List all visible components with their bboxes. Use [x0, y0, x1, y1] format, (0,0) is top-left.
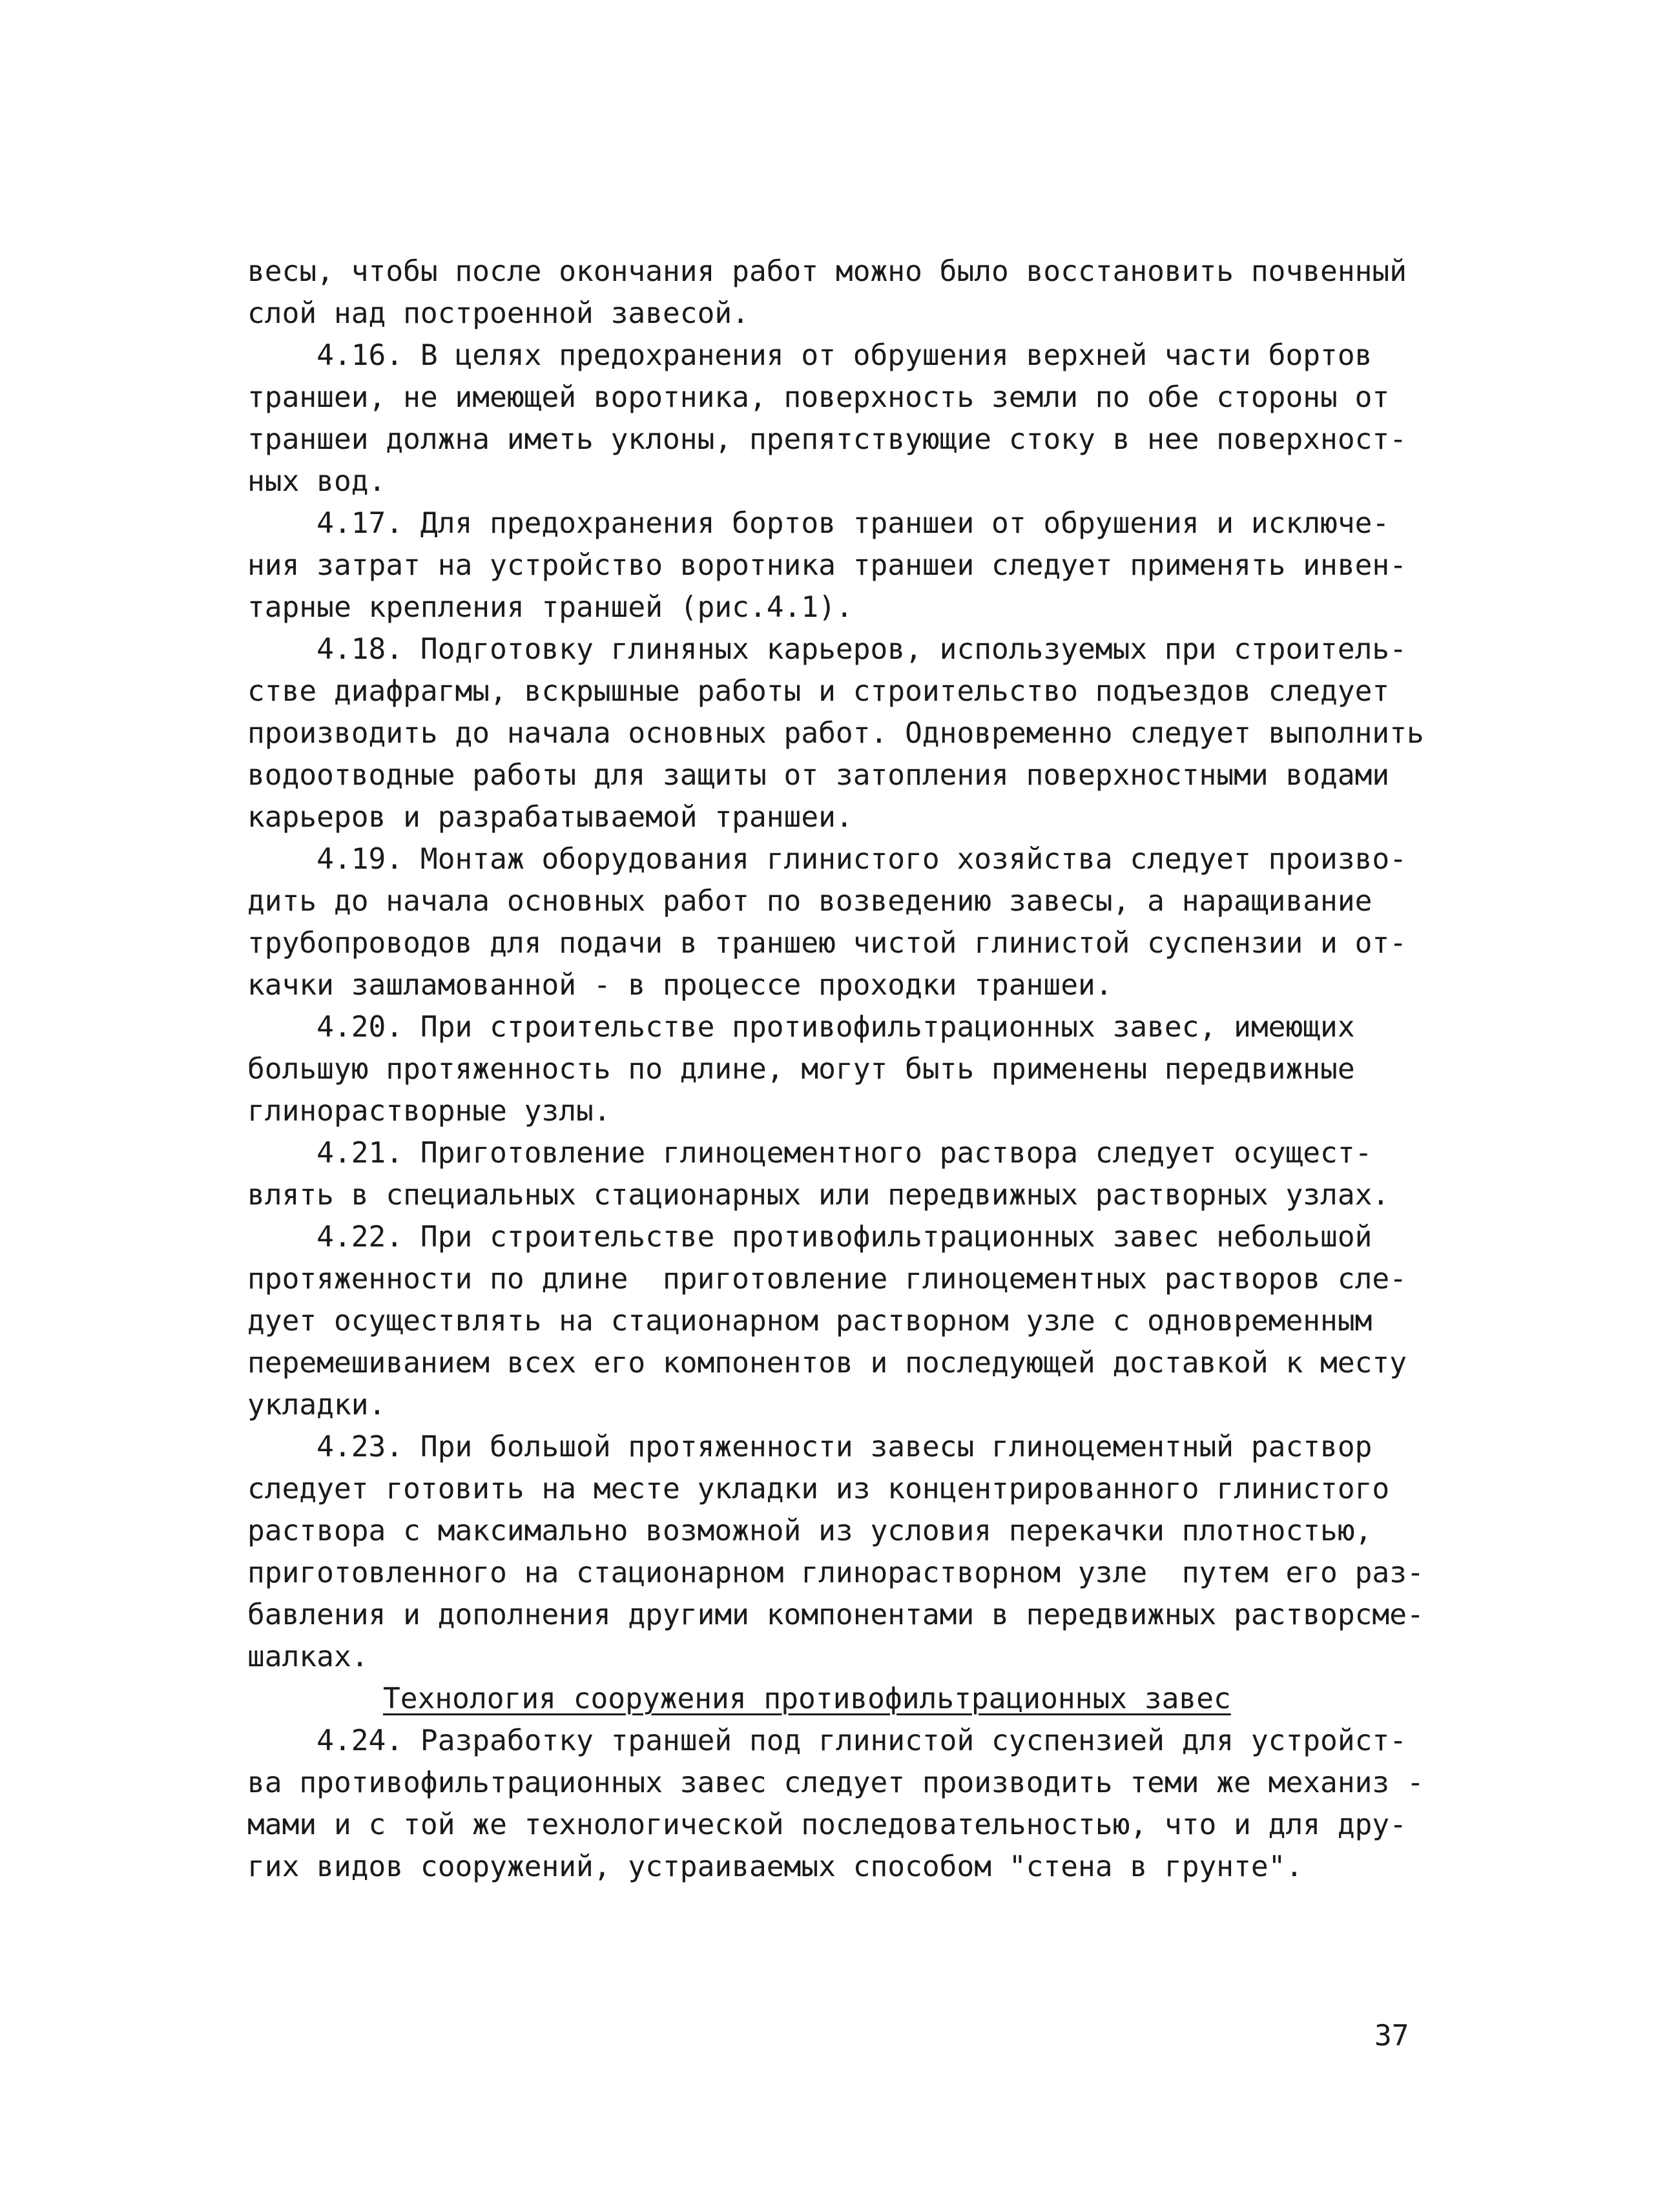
text-line: бавления и дополнения другими компонентами в передвижных растворсме- — [247, 1598, 1424, 1631]
text-line: траншеи, не имеющей воротника, поверхность земли по обе стороны от — [247, 381, 1390, 414]
text-line: 4.24. Разработку траншей под глинистой суспензией для устройст- — [247, 1724, 1407, 1757]
text-line: раствора с максимально возможной из условия перекачки плотностью, — [247, 1514, 1372, 1547]
text-line: следует готовить на месте укладки из концентрированного глинистого — [247, 1473, 1390, 1505]
text-line: перемешиванием всех его компонентов и последующей доставкой к месту — [247, 1347, 1407, 1380]
text-line: 4.17. Для предохранения бортов траншеи от обрушения и исключе- — [247, 507, 1390, 540]
text-line: 4.21. Приготовление глиноцементного раствора следует осущест- — [247, 1137, 1372, 1170]
text-line: 4.23. При большой протяженности завесы глиноцементный раствор — [247, 1431, 1372, 1463]
text-line: приготовленного на стационарном глинорастворном узле путем его раз- — [247, 1556, 1424, 1589]
text-line: большую протяженность по длине, могут быть применены передвижные — [247, 1053, 1355, 1086]
section-heading: Технология сооружения противофильтрационных завес — [383, 1682, 1231, 1715]
text-line: глинорастворные узлы. — [247, 1095, 611, 1128]
text-line: укладки. — [247, 1389, 386, 1421]
text-line: гих видов сооружений, устраиваемых способом "стена в грунте". — [247, 1850, 1303, 1883]
text-line: водоотводные работы для защиты от затопления поверхностными водами — [247, 759, 1390, 792]
page-number: 37 — [1374, 2020, 1409, 2052]
text-line: 4.20. При строительстве противофильтрационных завес, имеющих — [247, 1011, 1355, 1044]
body-text — [247, 251, 1436, 1888]
text-line: 4.16. В целях предохранения от обрушения верхней части бортов — [247, 339, 1372, 372]
text-line: слой над построенной завесой. — [247, 297, 749, 330]
text-line: 4.18. Подготовку глиняных карьеров, используемых при строитель- — [247, 633, 1407, 666]
text-line: шалках. — [247, 1640, 369, 1673]
text-line: протяженности по длине приготовление глиноцементных растворов сле- — [247, 1263, 1407, 1296]
text-line: качки зашламованной - в процессе проходки траншеи. — [247, 969, 1113, 1002]
text-line: ва противофильтрационных завес следует производить теми же механиз - — [247, 1766, 1424, 1799]
text-line: ных вод. — [247, 465, 386, 498]
text-line: влять в специальных стационарных или передвижных растворных узлах. — [247, 1179, 1390, 1212]
text-line: тарные крепления траншей (рис.4.1). — [247, 591, 853, 624]
text-line: карьеров и разрабатываемой траншеи. — [247, 801, 853, 834]
text-line: 4.19. Монтаж оборудования глинистого хозяйства следует произво- — [247, 843, 1407, 876]
text-line: трубопроводов для подачи в траншею чистой глинистой суспензии и от- — [247, 927, 1407, 960]
text-line: ния затрат на устройство воротника траншеи следует применять инвен- — [247, 549, 1407, 582]
text-line: траншеи должна иметь уклоны, препятствующие стоку в нее поверхност- — [247, 423, 1407, 456]
text-line: весы, чтобы после окончания работ можно было восстановить почвенный — [247, 255, 1407, 288]
text-line: производить до начала основных работ. Одновременно следует выполнить — [247, 717, 1424, 750]
text-line: стве диафрагмы, вскрышные работы и строительство подъездов следует — [247, 675, 1390, 708]
text-line: дить до начала основных работ по возведению завесы, а наращивание — [247, 885, 1372, 918]
text-line: 4.22. При строительстве противофильтрационных завес небольшой — [247, 1221, 1372, 1254]
text-line: дует осуществлять на стационарном растворном узле с одновременным — [247, 1305, 1372, 1338]
text-line: мами и с той же технологической последовательностью, что и для дру- — [247, 1808, 1407, 1841]
